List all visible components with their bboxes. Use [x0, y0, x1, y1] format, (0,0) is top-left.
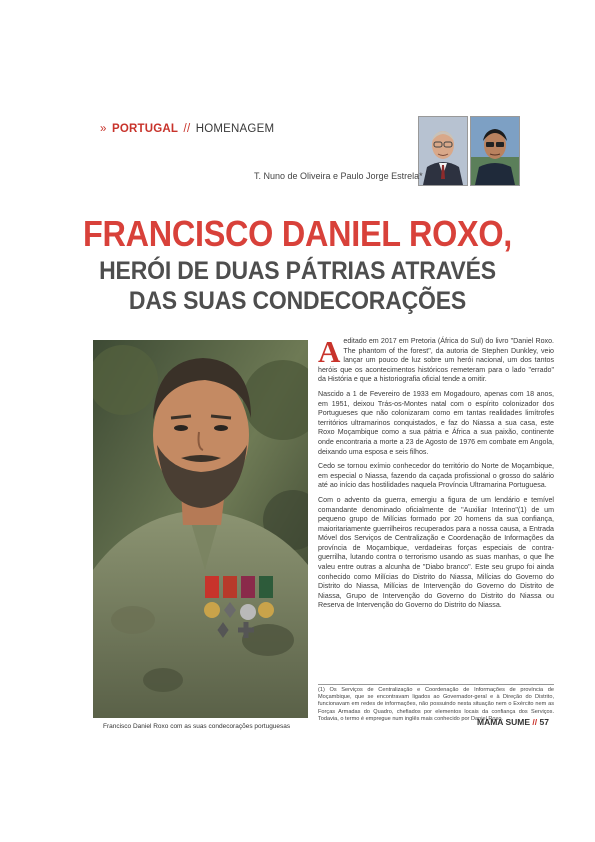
paragraph-text: editado em 2017 em Pretoria (África do Sul) do livro "Daniel Roxo. The phantom of the forest", da autoria de Stephen Dunkley, veio lançar um pouco de luz sobre um herói nacional, um dos tantos heróis que os acontecimentos históricos remeteram para o lado "errado" da História e que a historiografia oficial tende a omitir.: [318, 337, 554, 384]
paragraph: Com o advento da guerra, emergiu a figura de um lendário e temível comandante denominado oficialmente de "Auxiliar Interino"(1) de um pequeno grupo de Milícias formado por 20 homens da sua confiança, maioritariamente guerrilheiros recuperados para a nossa causa, a Entrada Móvel dos Serviços de Centralização e Coordenação de Informações da província de Moçambique, verdadeiras forças especiais de contra-guerrilha, lutando contra o terrorismo usando as suas manhas, o que lhe valeu entre outras a alcunha de "Diabo branco". Este seu grupo foi ainda conhecido como Milícias do Distrito do Niassa, Milícias do Governo do Distrito do Niassa, Milícias de Intervenção do Governo do Distrito de Niassa, Grupo de Intervenção do Governo do Distrito do Niassa ou Reserva de Intervenção do Governo do Distrito do Niassa.: [318, 495, 554, 610]
byline: T. Nuno de Oliveira e Paulo Jorge Estrela*: [254, 171, 423, 181]
footnote-divider: [318, 684, 554, 685]
photo-caption: Francisco Daniel Roxo com as suas condecorações portuguesas: [103, 723, 291, 730]
paragraph: [318, 334, 554, 385]
page-number: 57: [539, 717, 549, 727]
author-portrait-2: [470, 116, 520, 186]
footer-separator: //: [532, 717, 538, 727]
section-sub: HOMENAGEM: [195, 123, 275, 135]
subtitle-line: DAS SUAS CONDECORAÇÕES: [128, 287, 467, 315]
section-separator: //: [183, 123, 191, 135]
magazine-name: MAMA SUME: [477, 717, 531, 727]
footnote: (1) Os Serviços de Centralização e Coordenação de Informações de província de Moçambique, que se encontravam ligados ao Governador-geral e à Direção do Distrito, funcionavam em redes de informações, não possuindo nesta situação nem o Exército nem as Forças Armadas do Quadro, chefiados por elementos locais da confiança dos Serviços. Todavia, o termo é empregue num inglês mais conhecido por Daniel Roxo.: [318, 687, 554, 722]
paragraph: Nascido a 1 de Fevereiro de 1933 em Mogadouro, apenas com 18 anos, em 1951, deixou Trás-os-Montes natal com o espírito colonizador dos Portugueses que não colonizaram como em tantas realidades limítrofes territórios ultramarinos conquistados, e faz do Niassa a sua casa, este Roxo Moçambique como a sua pátria e África a sua paixão, continente onde encontraria a morte a 23 de Agosto de 1976 em combate em Angola, deixando uma esposa e seis filhos.: [318, 389, 554, 456]
main-photo: [93, 340, 308, 718]
section-prefix: »: [100, 123, 107, 135]
article-title: FRANCISCO DANIEL ROXO,: [82, 213, 513, 254]
page-footer: [477, 717, 549, 727]
paragraph: Cedo se tornou exímio conhecedor do território do Norte de Moçambique, em especial o Niassa, fazendo da caçada profissional o grosso do salário até ao início das hostilidades naquela Província Ultramarina Portuguesa.: [318, 462, 554, 490]
section-label: PORTUGAL: [112, 123, 179, 135]
article-body: [318, 334, 554, 616]
article-subtitle: [61, 256, 535, 316]
section-header: [98, 123, 274, 135]
author-portrait-1: [418, 116, 468, 186]
drop-cap: A: [318, 334, 341, 369]
subtitle-line: HERÓI DE DUAS PÁTRIAS ATRAVÉS: [99, 257, 496, 285]
